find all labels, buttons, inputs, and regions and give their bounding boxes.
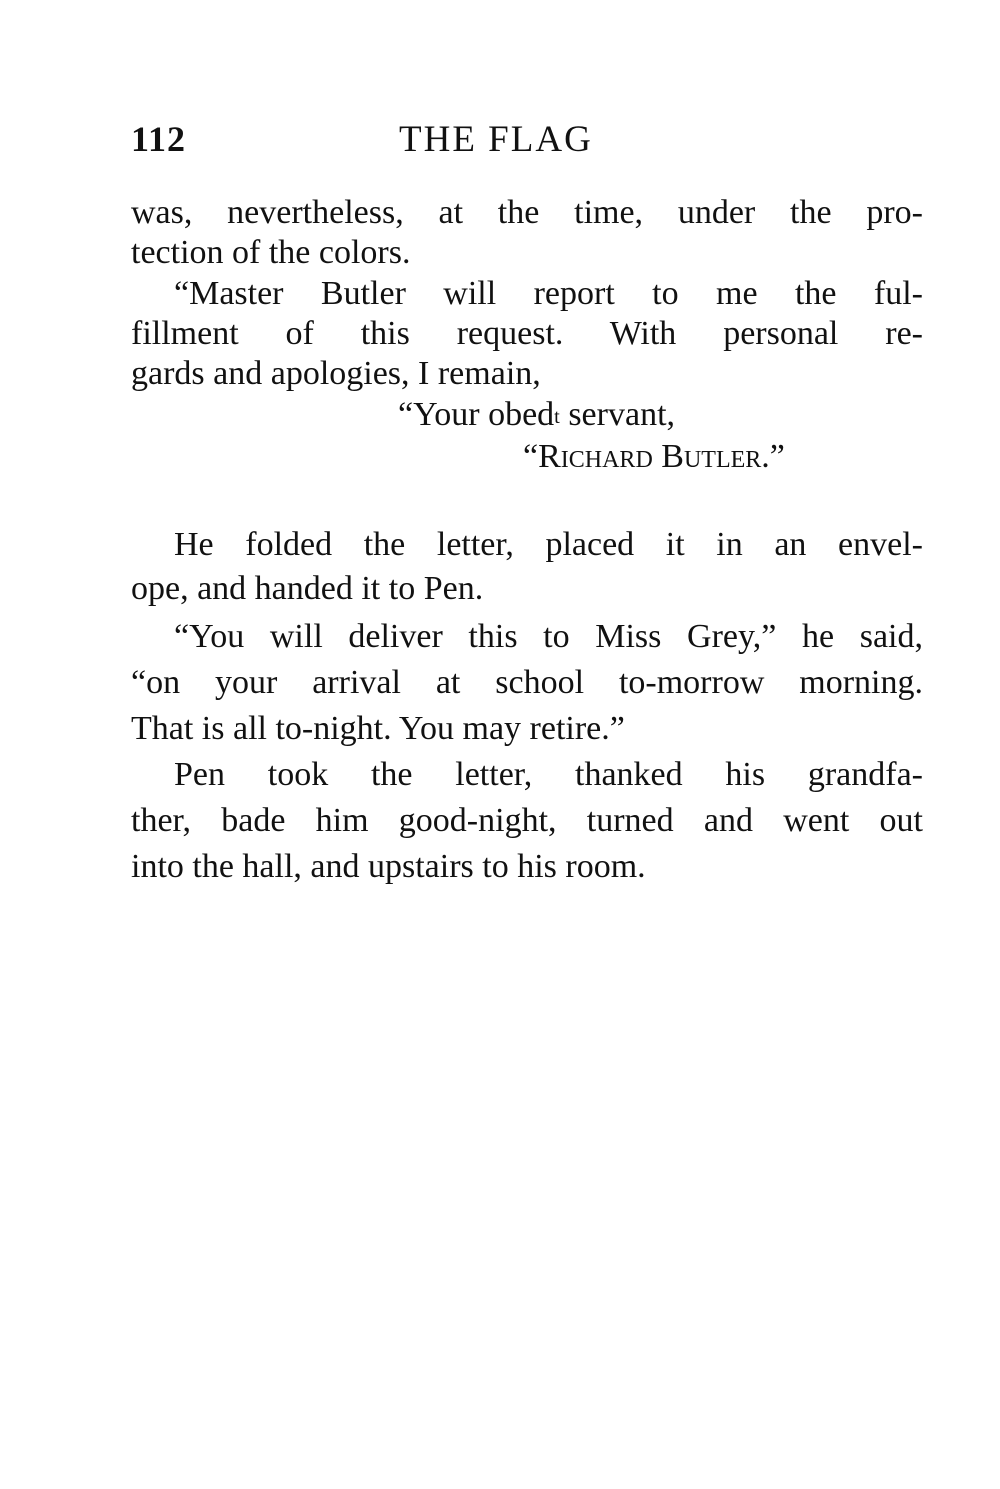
text-line: ope, and handed it to Pen.	[131, 570, 484, 607]
text-line: gards and apologies, I remain,	[131, 355, 541, 392]
text-line: “on your arrival at school to-morrow morning.	[131, 664, 923, 701]
page-number: 112	[131, 119, 187, 159]
running-head: THE FLAG	[399, 119, 593, 160]
text-line: fillment of this request. With personal re-	[131, 315, 923, 352]
text-line: He folded the letter, placed it in an envel-	[174, 526, 923, 563]
text-line: “Master Butler will report to me the ful-	[174, 275, 923, 312]
text-line: was, nevertheless, at the time, under the pro-	[131, 194, 923, 231]
text-line: “You will deliver this to Miss Grey,” he said,	[174, 618, 923, 655]
text-line: Pen took the letter, thanked his grandfa-	[174, 756, 923, 793]
text-line: ther, bade him good-night, turned and went out	[131, 802, 923, 839]
text-line: tection of the colors.	[131, 234, 411, 271]
letter-closing: “Your obed$^t$ servant,	[398, 396, 676, 433]
page-header	[131, 118, 923, 168]
letter-signature: “Richard Butler.”	[523, 438, 785, 475]
text-line: That is all to-night. You may retire.”	[131, 710, 625, 747]
text-line: into the hall, and upstairs to his room.	[131, 848, 646, 885]
